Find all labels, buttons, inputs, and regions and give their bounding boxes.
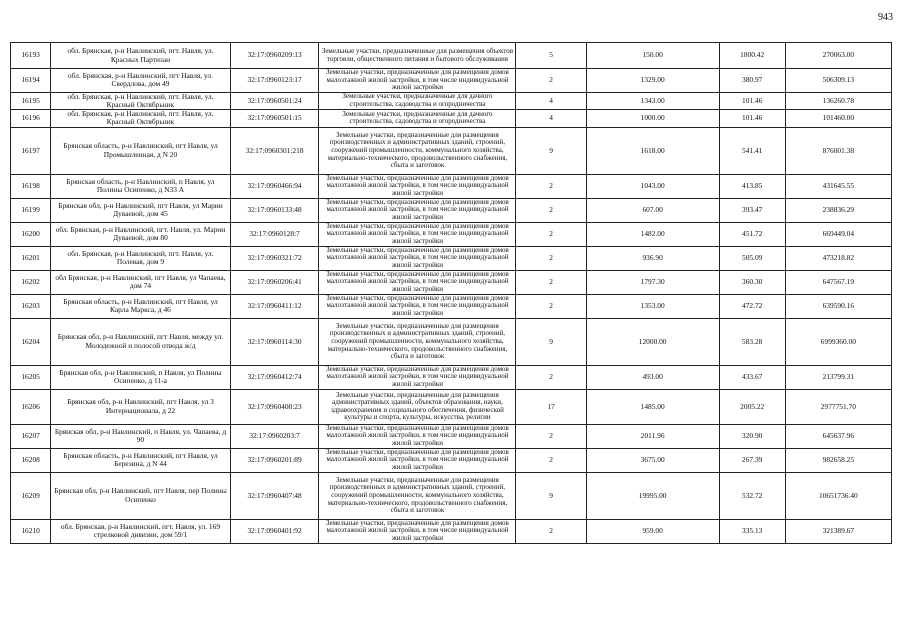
land-purpose-cell: Земельные участки, предназначенные для размещения домов малоэтажной жилой застройки, в том числе индивидуальной жилой застройки	[319, 294, 516, 318]
land-purpose-cell: Земельные участки, предназначенные для размещения домов малоэтажной жилой застройки, в том числе индивидуальной жилой застройки	[319, 519, 516, 543]
address-cell: обл. Брянская, р-н Навлинский, пгт. Навля, ул. Полевая, дом 9	[51, 246, 231, 270]
specific-value-cell: 433.67	[719, 365, 785, 389]
cadastral-number-cell: 32:17:0960407:48	[230, 472, 319, 519]
specific-value-cell: 335.13	[719, 519, 785, 543]
specific-value-cell: 380.97	[719, 69, 785, 93]
address-cell: Брянская область, р-н Навлинский, пгт Навля, ул Березина, д N 44	[51, 448, 231, 472]
cadastral-number-cell: 32:17:0960114:30	[230, 318, 319, 365]
table-row	[11, 110, 892, 128]
cadastral-number-cell: 32:17:0960206:41	[230, 270, 319, 294]
cadastral-number-cell: 32:17:0960412:74	[230, 365, 319, 389]
purpose-code-cell: 2	[516, 246, 586, 270]
purpose-code-cell: 5	[516, 43, 586, 69]
row-number: 16202	[11, 270, 51, 294]
address-cell: Брянская обл, р-н Навлинский, п Навля, ул. Чапаева, д 90	[51, 424, 231, 448]
address-cell: обл Брянская, р-н Навлинский, пгт Навля, ул Чапаева, дом 74	[51, 270, 231, 294]
row-number: 16208	[11, 448, 51, 472]
specific-value-cell: 451.72	[719, 222, 785, 246]
specific-value-cell: 360.30	[719, 270, 785, 294]
purpose-code-cell: 2	[516, 174, 586, 198]
address-cell: обл. Брянская, р-н Навлинский, пгт. Навля, ул. Красных Партизан	[51, 43, 231, 69]
cadastral-value-cell: 136260.78	[785, 92, 891, 110]
purpose-code-cell: 2	[516, 270, 586, 294]
table-row	[11, 519, 892, 543]
cadastral-value-cell: 431645.55	[785, 174, 891, 198]
row-number: 16203	[11, 294, 51, 318]
cadastral-number-cell: 32:17:0960123:17	[230, 69, 319, 93]
cadastral-number-cell: 32:17:0960301:218	[230, 127, 319, 174]
cadastral-number-cell: 32:17:0960466:94	[230, 174, 319, 198]
cadastral-value-table	[10, 42, 892, 544]
specific-value-cell: 541.41	[719, 127, 785, 174]
land-purpose-cell: Земельные участки, предназначенные для размещения производственных и административных зданий, строений, сооружений промышленности, коммунального хозяйства, материально-технического, продовольственного снабжения, сбыта и заготовок	[319, 318, 516, 365]
specific-value-cell: 320.90	[719, 424, 785, 448]
area-cell: 1485.00	[586, 389, 719, 424]
land-purpose-cell: Земельные участки, предназначенные для размещения домов малоэтажной жилой застройки, в том числе индивидуальной жилой застройки	[319, 174, 516, 198]
cadastral-value-cell: 321389.67	[785, 519, 891, 543]
table-row	[11, 222, 892, 246]
cadastral-number-cell: 32:17:0960203:7	[230, 424, 319, 448]
row-number: 16197	[11, 127, 51, 174]
table-row	[11, 448, 892, 472]
address-cell: Брянская обл, р-н Навлинский, пгт Навля, между ул. Молодежной и полосой отвода ж/д	[51, 318, 231, 365]
cadastral-number-cell: 32:17:0960411:12	[230, 294, 319, 318]
area-cell: 1353.00	[586, 294, 719, 318]
specific-value-cell: 101.46	[719, 110, 785, 128]
cadastral-value-cell: 2977751.70	[785, 389, 891, 424]
specific-value-cell: 393.47	[719, 198, 785, 222]
row-number: 16194	[11, 69, 51, 93]
land-purpose-cell: Земельные участки, предназначенные для размещения административных зданий, объектов образования, науки, здравоохранения и социального обеспечения, физической культуры и спорта, культуры, искусства, религии	[319, 389, 516, 424]
purpose-code-cell: 4	[516, 110, 586, 128]
table-row	[11, 198, 892, 222]
row-number: 16195	[11, 92, 51, 110]
page-number: 943	[878, 12, 893, 23]
specific-value-cell: 1800.42	[719, 43, 785, 69]
area-cell: 959.00	[586, 519, 719, 543]
land-purpose-cell: Земельные участки, предназначенные для размещения домов малоэтажной жилой застройки, в том числе индивидуальной жилой застройки	[319, 198, 516, 222]
row-number: 16196	[11, 110, 51, 128]
cadastral-value-cell: 270063.00	[785, 43, 891, 69]
cadastral-value-cell: 876001.38	[785, 127, 891, 174]
purpose-code-cell: 17	[516, 389, 586, 424]
cadastral-value-cell: 982658.25	[785, 448, 891, 472]
address-cell: Брянская область, р-н Навлинский, п Навля, ул Полины Осипенко, д N33 А	[51, 174, 231, 198]
purpose-code-cell: 2	[516, 519, 586, 543]
cadastral-number-cell: 32:17:0960401:92	[230, 519, 319, 543]
table-row	[11, 424, 892, 448]
purpose-code-cell: 2	[516, 365, 586, 389]
purpose-code-cell: 9	[516, 472, 586, 519]
table-row	[11, 246, 892, 270]
area-cell: 19995.00	[586, 472, 719, 519]
area-cell: 2011.96	[586, 424, 719, 448]
specific-value-cell: 101.46	[719, 92, 785, 110]
land-purpose-cell: Земельные участки, предназначенные для размещения домов малоэтажной жилой застройки, в том числе индивидуальной жилой застройки	[319, 448, 516, 472]
area-cell: 1343.00	[586, 92, 719, 110]
table-row	[11, 92, 892, 110]
address-cell: обл. Брянская, р-н Навлинский, пгт. Навля, ул. Красный Октябрьник	[51, 110, 231, 128]
specific-value-cell: 472.72	[719, 294, 785, 318]
cadastral-value-cell: 473218.82	[785, 246, 891, 270]
row-number: 16199	[11, 198, 51, 222]
address-cell: обл. Брянская, р-н Навлинский, пгт. Навля, ул. Марии Дуваевой, дом 80	[51, 222, 231, 246]
cadastral-value-cell: 213799.31	[785, 365, 891, 389]
purpose-code-cell: 2	[516, 69, 586, 93]
cadastral-number-cell: 32:17:0960128:7	[230, 222, 319, 246]
row-number: 16201	[11, 246, 51, 270]
table-row	[11, 43, 892, 69]
cadastral-value-cell: 238836.29	[785, 198, 891, 222]
land-purpose-cell: Земельные участки, предназначенные для размещения объектов торговли, общественного питания и бытового обслуживания	[319, 43, 516, 69]
area-cell: 936.90	[586, 246, 719, 270]
table-row	[11, 127, 892, 174]
specific-value-cell: 413.85	[719, 174, 785, 198]
table-row	[11, 69, 892, 93]
address-cell: обл. Брянская, р-н Навлинский, пгт Навля, ул. Свердлова, дом 49	[51, 69, 231, 93]
area-cell: 1482.00	[586, 222, 719, 246]
specific-value-cell: 583.28	[719, 318, 785, 365]
row-number: 16204	[11, 318, 51, 365]
cadastral-number-cell: 32:17:0960408:23	[230, 389, 319, 424]
area-cell: 150.00	[586, 43, 719, 69]
land-purpose-cell: Земельные участки, предназначенные для размещения домов малоэтажной жилой застройки, в том числе индивидуальной жилой застройки	[319, 365, 516, 389]
table-body	[11, 43, 892, 544]
cadastral-value-cell: 647567.19	[785, 270, 891, 294]
purpose-code-cell: 4	[516, 92, 586, 110]
row-number: 16206	[11, 389, 51, 424]
area-cell: 12000.00	[586, 318, 719, 365]
purpose-code-cell: 2	[516, 222, 586, 246]
cadastral-value-cell: 645637.96	[785, 424, 891, 448]
address-cell: Брянская обл, р-н Навлинский, пгт Навля, пер Полины Осипенко	[51, 472, 231, 519]
area-cell: 493.00	[586, 365, 719, 389]
row-number: 16210	[11, 519, 51, 543]
row-number: 16209	[11, 472, 51, 519]
table-row	[11, 294, 892, 318]
purpose-code-cell: 9	[516, 127, 586, 174]
row-number: 16200	[11, 222, 51, 246]
area-cell: 3675.00	[586, 448, 719, 472]
table-row	[11, 472, 892, 519]
row-number: 16198	[11, 174, 51, 198]
address-cell: Брянская обл, р-н Навлинский, пгт Навля, ул Марии Дуваевой, дом 45	[51, 198, 231, 222]
specific-value-cell: 267.39	[719, 448, 785, 472]
row-number: 16207	[11, 424, 51, 448]
cadastral-number-cell: 32:17:0960201:89	[230, 448, 319, 472]
land-purpose-cell: Земельные участки, предназначенные для дачного строительства, садоводства и огородничества	[319, 92, 516, 110]
cadastral-value-cell: 506309.13	[785, 69, 891, 93]
table-row	[11, 365, 892, 389]
cadastral-number-cell: 32:17:0960133:48	[230, 198, 319, 222]
address-cell: обл. Брянская, р-н Навлинский, пгт. Навля, ул. 169 стрелковой дивизии, дом 59/1	[51, 519, 231, 543]
cadastral-number-cell: 32:17:0960209:13	[230, 43, 319, 69]
land-purpose-cell: Земельные участки, предназначенные для размещения производственных и административных зданий, строений, сооружений промышленности, коммунального хозяйства, материально-технического, продовольственного снабжения, сбыта и заготовок	[319, 472, 516, 519]
land-purpose-cell: Земельные участки, предназначенные для размещения домов малоэтажной жилой застройки, в том числе индивидуальной жилой застройки	[319, 424, 516, 448]
purpose-code-cell: 9	[516, 318, 586, 365]
land-purpose-cell: Земельные участки, предназначенные для размещения домов малоэтажной жилой застройки, в том числе индивидуальной жилой застройки	[319, 270, 516, 294]
cadastral-value-cell: 669449.04	[785, 222, 891, 246]
table-row	[11, 318, 892, 365]
cadastral-value-cell: 6999360.00	[785, 318, 891, 365]
specific-value-cell: 2005.22	[719, 389, 785, 424]
land-purpose-cell: Земельные участки, предназначенные для размещения домов малоэтажной жилой застройки, в том числе индивидуальной жилой застройки	[319, 222, 516, 246]
area-cell: 1043.00	[586, 174, 719, 198]
purpose-code-cell: 2	[516, 424, 586, 448]
cadastral-number-cell: 32:17:0960501:15	[230, 110, 319, 128]
purpose-code-cell: 2	[516, 294, 586, 318]
row-number: 16193	[11, 43, 51, 69]
address-cell: Брянская область, р-н Навлинский, пгт Навля, ул Карла Маркса, д 46	[51, 294, 231, 318]
table-row	[11, 174, 892, 198]
address-cell: Брянская обл, р-н Навлинский, п Навля, ул Полины Осипенко, д 11-а	[51, 365, 231, 389]
cadastral-number-cell: 32:17:0960321:72	[230, 246, 319, 270]
purpose-code-cell: 2	[516, 198, 586, 222]
specific-value-cell: 505.09	[719, 246, 785, 270]
address-cell: обл. Брянская, р-н Навлинский, пгт. Навля, ул. Красный Октябрьник	[51, 92, 231, 110]
table-row	[11, 389, 892, 424]
purpose-code-cell: 2	[516, 448, 586, 472]
table-row	[11, 270, 892, 294]
specific-value-cell: 532.72	[719, 472, 785, 519]
area-cell: 1618.00	[586, 127, 719, 174]
area-cell: 1000.00	[586, 110, 719, 128]
land-purpose-cell: Земельные участки, предназначенные для размещения домов малоэтажной жилой застройки, в том числе индивидуальной жилой застройки	[319, 246, 516, 270]
area-cell: 1797.30	[586, 270, 719, 294]
cadastral-value-cell: 639590.16	[785, 294, 891, 318]
row-number: 16205	[11, 365, 51, 389]
address-cell: Брянская область, р-н Навлинский, пгт Навля, ул Промышленная, д N 20	[51, 127, 231, 174]
cadastral-value-cell: 10651736.40	[785, 472, 891, 519]
cadastral-number-cell: 32:17:0960501:24	[230, 92, 319, 110]
cadastral-value-cell: 101460.00	[785, 110, 891, 128]
address-cell: Брянская обл, р-н Навлинский, пгт Навля, ул 3 Интернационала, д 22	[51, 389, 231, 424]
land-purpose-cell: Земельные участки, предназначенные для размещения производственных и административных зданий, строений, сооружений промышленности, коммунального хозяйства, материально-технического, продовольственного снабжения, сбыта и заготовок	[319, 127, 516, 174]
area-cell: 1329.00	[586, 69, 719, 93]
area-cell: 607.00	[586, 198, 719, 222]
land-purpose-cell: Земельные участки, предназначенные для размещения домов малоэтажной жилой застройки, в том числе индивидуальной жилой застройки	[319, 69, 516, 93]
land-purpose-cell: Земельные участки, предназначенные для дачного строительства, садоводства и огородничества	[319, 110, 516, 128]
